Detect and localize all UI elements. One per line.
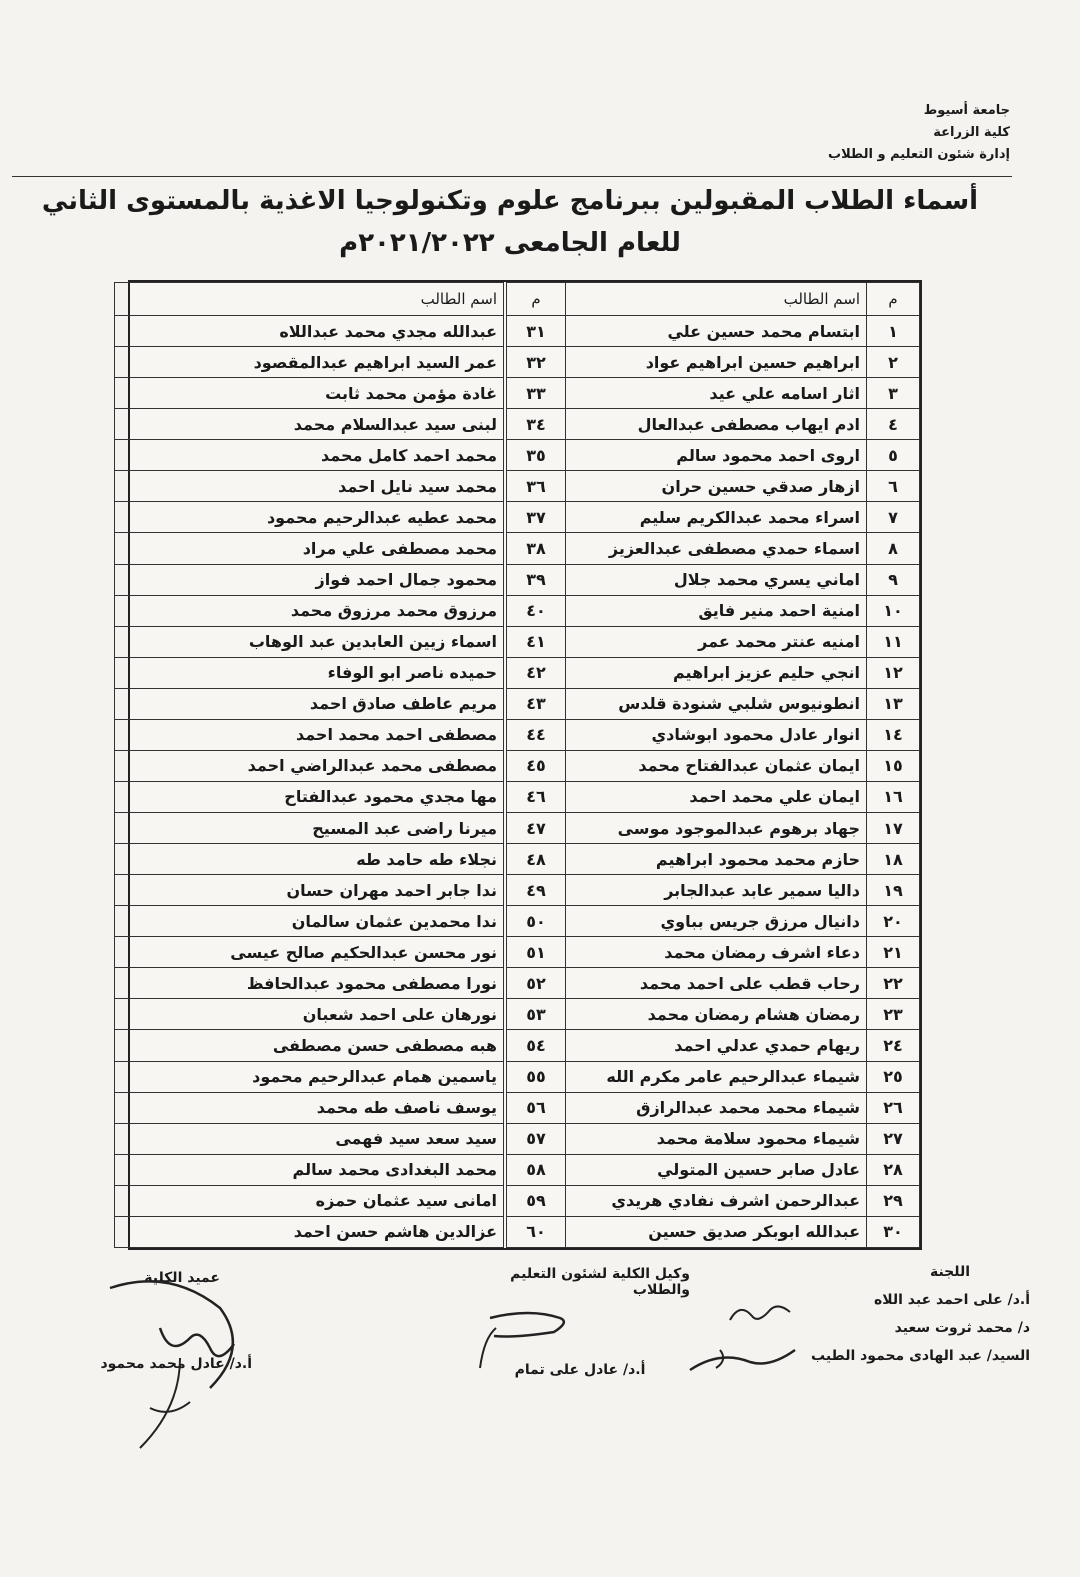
table-row: [115, 626, 920, 657]
letterhead: [710, 100, 1010, 166]
row-number: ٩: [867, 564, 920, 595]
student-name: مريم عاطف صادق احمد: [115, 688, 506, 719]
table-row: [115, 1123, 920, 1154]
student-name: ادم ايهاب مصطفى عبدالعال: [566, 409, 867, 440]
row-number: ١٩: [867, 875, 920, 906]
student-name: ايمان علي محمد احمد: [566, 781, 867, 812]
row-number: ١٥: [867, 750, 920, 781]
student-name: اسراء محمد عبدالكريم سليم: [566, 502, 867, 533]
student-name: محمود جمال احمد فواز: [115, 564, 506, 595]
student-name: نجلاء طه حامد طه: [115, 844, 506, 875]
row-number: ٤٣: [505, 688, 566, 719]
student-name: شيماء محمود سلامة محمد: [566, 1123, 867, 1154]
row-number: ٥٥: [505, 1061, 566, 1092]
student-name: شيماء محمد محمد عبدالرازق: [566, 1092, 867, 1123]
table-row: [115, 719, 920, 750]
row-number: ٢: [867, 347, 920, 378]
row-number: ١٤: [867, 719, 920, 750]
row-number: ٢١: [867, 937, 920, 968]
committee-member: د/ محمد ثروت سعيد: [894, 1320, 1030, 1336]
table-row: [115, 1216, 920, 1247]
table-row: [115, 316, 920, 347]
faculty-name: كلية الزراعة: [933, 125, 1010, 140]
student-name: امنيه عنتر محمد عمر: [566, 626, 867, 657]
row-number: ٥: [867, 440, 920, 471]
table-row: [115, 1030, 920, 1061]
student-name: لبنى سيد عبدالسلام محمد: [115, 409, 506, 440]
row-number: ٣٦: [505, 471, 566, 502]
student-name: مرزوق محمد مرزوق محمد: [115, 595, 506, 626]
table-row: [115, 657, 920, 688]
student-name: عبدالله ابوبكر صديق حسين: [566, 1216, 867, 1247]
table-row: [115, 875, 920, 906]
table-body: [115, 316, 920, 1248]
row-number: ١: [867, 316, 920, 347]
student-name: رمضان هشام رمضان محمد: [566, 999, 867, 1030]
student-name: انوار عادل محمود ابوشادي: [566, 719, 867, 750]
row-number: ٣٥: [505, 440, 566, 471]
student-name: عمر السيد ابراهيم عبدالمقصود: [115, 347, 506, 378]
row-number: ٥٣: [505, 999, 566, 1030]
student-name: رحاب قطب على احمد محمد: [566, 968, 867, 999]
student-name: ندا جابر احمد مهران حسان: [115, 875, 506, 906]
student-name: دعاء اشرف رمضان محمد: [566, 937, 867, 968]
row-number: ٤٧: [505, 813, 566, 844]
student-name: مها مجدي محمود عبدالفتاح: [115, 781, 506, 812]
table-row: [115, 409, 920, 440]
student-name: نورا مصطفى محمود عبدالحافظ: [115, 968, 506, 999]
row-number: ٤: [867, 409, 920, 440]
header-num-left: م: [505, 283, 566, 316]
department-name: إدارة شئون التعليم و الطلاب: [828, 147, 1010, 162]
student-name: عزالدين هاشم حسن احمد: [115, 1216, 506, 1247]
student-name: دانيال مرزق جريس بباوي: [566, 906, 867, 937]
dean-caption: عميد الكلية: [144, 1270, 220, 1286]
row-number: ٧: [867, 502, 920, 533]
table-row: [115, 968, 920, 999]
student-name: حميده ناصر ابو الوفاء: [115, 657, 506, 688]
row-number: ٤٩: [505, 875, 566, 906]
header-num-right: م: [867, 283, 920, 316]
student-name: محمد مصطفى علي مراد: [115, 533, 506, 564]
table-row: [115, 844, 920, 875]
row-number: ٥١: [505, 937, 566, 968]
table-row: [115, 533, 920, 564]
row-number: ٣٩: [505, 564, 566, 595]
student-name: سيد سعد سيد فهمى: [115, 1123, 506, 1154]
row-number: ٤١: [505, 626, 566, 657]
student-name: محمد احمد كامل محمد: [115, 440, 506, 471]
student-name: محمد عطيه عبدالرحيم محمود: [115, 502, 506, 533]
row-number: ٢٠: [867, 906, 920, 937]
student-name: ابراهيم حسين ابراهيم عواد: [566, 347, 867, 378]
table-row: [115, 1154, 920, 1185]
student-name: ندا محمدين عثمان سالمان: [115, 906, 506, 937]
table-row: [115, 564, 920, 595]
student-name: حازم محمد محمود ابراهيم: [566, 844, 867, 875]
table-row: [115, 378, 920, 409]
row-number: ٢٣: [867, 999, 920, 1030]
row-number: ١٦: [867, 781, 920, 812]
student-name: محمد البغدادى محمد سالم: [115, 1154, 506, 1185]
header-name-right: اسم الطالب: [566, 283, 867, 316]
row-number: ٥٤: [505, 1030, 566, 1061]
table-row: [115, 471, 920, 502]
student-name: اسماء زيين العابدين عبد الوهاب: [115, 626, 506, 657]
student-name: مصطفى محمد عبدالراضي احمد: [115, 750, 506, 781]
table-row: [115, 813, 920, 844]
row-number: ٢٩: [867, 1185, 920, 1216]
vice-dean-name: أ.د/ عادل على تمام: [514, 1362, 646, 1378]
table-header-row: [115, 283, 920, 316]
table-row: [115, 595, 920, 626]
student-name: نور محسن عبدالحكيم صالح عيسى: [115, 937, 506, 968]
student-name: غادة مؤمن محمد ثابت: [115, 378, 506, 409]
students-table-container: [128, 280, 922, 1250]
table-row: [115, 440, 920, 471]
row-number: ٥٨: [505, 1154, 566, 1185]
document-title: [20, 180, 1000, 264]
committee-caption: اللجنة: [929, 1264, 971, 1280]
row-number: ٥٧: [505, 1123, 566, 1154]
table-row: [115, 750, 920, 781]
row-number: ١٠: [867, 595, 920, 626]
row-number: ٣٤: [505, 409, 566, 440]
row-number: ٣٠: [867, 1216, 920, 1247]
student-name: نورهان على احمد شعبان: [115, 999, 506, 1030]
row-number: ١٣: [867, 688, 920, 719]
student-name: امنية احمد منير فايق: [566, 595, 867, 626]
row-number: ٢٤: [867, 1030, 920, 1061]
student-name: انطونيوس شلبي شنودة قلدس: [566, 688, 867, 719]
row-number: ١٢: [867, 657, 920, 688]
student-name: ازهار صدقي حسين حران: [566, 471, 867, 502]
row-number: ٤٥: [505, 750, 566, 781]
row-number: ٤٢: [505, 657, 566, 688]
row-number: ٥٠: [505, 906, 566, 937]
row-number: ٣٢: [505, 347, 566, 378]
row-number: ١٨: [867, 844, 920, 875]
table-row: [115, 781, 920, 812]
student-name: عبدالله مجدي محمد عبداللاه: [115, 316, 506, 347]
row-number: ٣: [867, 378, 920, 409]
row-number: ١٧: [867, 813, 920, 844]
row-number: ٢٥: [867, 1061, 920, 1092]
student-name: شيماء عبدالرحيم عامر مكرم الله: [566, 1061, 867, 1092]
university-name: جامعة أسيوط: [923, 103, 1010, 118]
student-name: انجي حليم عزيز ابراهيم: [566, 657, 867, 688]
row-number: ٨: [867, 533, 920, 564]
table-row: [115, 688, 920, 719]
row-number: ٢٦: [867, 1092, 920, 1123]
row-number: ٤٦: [505, 781, 566, 812]
student-name: اروى احمد محمود سالم: [566, 440, 867, 471]
student-name: هبه مصطفى حسن مصطفى: [115, 1030, 506, 1061]
student-name: اثار اسامه علي عيد: [566, 378, 867, 409]
row-number: ١١: [867, 626, 920, 657]
committee-member: أ.د/ على احمد عبد اللاه: [873, 1292, 1030, 1308]
student-name: اماني يسري محمد جلال: [566, 564, 867, 595]
student-name: جهاد برهوم عبدالموجود موسى: [566, 813, 867, 844]
dean-signature: [90, 1268, 290, 1458]
student-name: ريهام حمدي عدلي احمد: [566, 1030, 867, 1061]
row-number: ٣١: [505, 316, 566, 347]
student-name: عبدالرحمن اشرف نفادي هريدي: [566, 1185, 867, 1216]
vice-dean-caption: وكيل الكلية لشئون التعليم والطلاب: [510, 1266, 690, 1298]
row-number: ٤٤: [505, 719, 566, 750]
table-row: [115, 906, 920, 937]
student-name: محمد سيد نايل احمد: [115, 471, 506, 502]
row-number: ٣٨: [505, 533, 566, 564]
row-number: ٦٠: [505, 1216, 566, 1247]
row-number: ٥٩: [505, 1185, 566, 1216]
vice-dean-signature: [470, 1298, 610, 1378]
committee-signature: [680, 1290, 820, 1390]
student-name: مصطفى احمد محمد احمد: [115, 719, 506, 750]
student-name: ميرنا راضى عبد المسيح: [115, 813, 506, 844]
table-row: [115, 1185, 920, 1216]
row-number: ٣٧: [505, 502, 566, 533]
committee-member: السيد/ عبد الهادى محمود الطيب: [811, 1348, 1030, 1364]
committee-block: [790, 1258, 1030, 1370]
student-name: ابتسام محمد حسين علي: [566, 316, 867, 347]
student-name: ياسمين همام عبدالرحيم محمود: [115, 1061, 506, 1092]
table-row: [115, 347, 920, 378]
title-line-1: أسماء الطلاب المقبولين ببرنامج علوم وتكنولوجيا الاغذية بالمستوى الثاني: [41, 186, 979, 216]
student-name: عادل صابر حسين المتولي: [566, 1154, 867, 1185]
student-name: داليا سمير عابد عبدالجابر: [566, 875, 867, 906]
title-line-2: للعام الجامعى ٢٠٢١/٢٠٢٢م: [339, 228, 681, 258]
row-number: ٥٦: [505, 1092, 566, 1123]
table-row: [115, 937, 920, 968]
row-number: ٣٣: [505, 378, 566, 409]
table-row: [115, 999, 920, 1030]
student-name: يوسف ناصف طه محمد: [115, 1092, 506, 1123]
row-number: ٢٨: [867, 1154, 920, 1185]
students-table: [114, 282, 920, 1248]
row-number: ٥٢: [505, 968, 566, 999]
student-name: اسماء حمدي مصطفى عبدالعزيز: [566, 533, 867, 564]
row-number: ٤٨: [505, 844, 566, 875]
header-name-left: اسم الطالب: [115, 283, 506, 316]
row-number: ٦: [867, 471, 920, 502]
table-row: [115, 1061, 920, 1092]
dean-name: أ.د/ عادل محمد محمود: [100, 1356, 252, 1372]
row-number: ٤٠: [505, 595, 566, 626]
table-row: [115, 502, 920, 533]
student-name: ايمان عثمان عبدالفتاح محمد: [566, 750, 867, 781]
student-name: امانى سيد عثمان حمزه: [115, 1185, 506, 1216]
row-number: ٢٢: [867, 968, 920, 999]
row-number: ٢٧: [867, 1123, 920, 1154]
table-row: [115, 1092, 920, 1123]
header-divider: [12, 176, 1012, 177]
